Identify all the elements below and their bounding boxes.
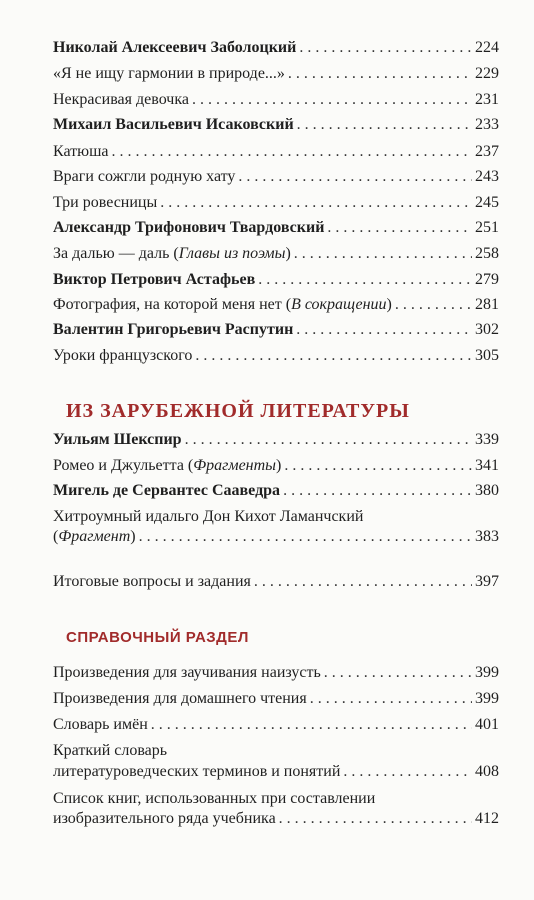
- entry-title: Фотография, на которой меня нет (В сокращении): [53, 296, 392, 313]
- entry-title: Ромео и Джульетта (Фрагменты): [53, 457, 282, 474]
- toc-entry: [53, 762, 499, 782]
- entry-title: Николай Алексеевич Заболоцкий: [53, 39, 297, 56]
- toc-entry: [53, 167, 499, 187]
- leader-dots: [160, 193, 472, 213]
- entry-page: 233: [475, 116, 499, 133]
- entry-title-line1: Список книг, использованных при составлении: [53, 790, 376, 807]
- entry-title: Виктор Петрович Астафьев: [53, 271, 256, 288]
- entry-page: 341: [475, 457, 499, 474]
- leader-dots: [139, 527, 472, 547]
- leader-dots: [310, 689, 472, 709]
- toc-entry: [53, 715, 499, 735]
- toc-entry: [53, 142, 499, 162]
- entry-title: Словарь имён: [53, 716, 148, 733]
- leader-dots: [395, 295, 472, 315]
- entry-title: Александр Трифонович Твардовский: [53, 219, 325, 236]
- entry-title: Валентин Григорьевич Распутин: [53, 321, 294, 338]
- entry-title: «Я не ищу гармонии в природе...»: [53, 65, 285, 82]
- entry-page: 408: [475, 763, 499, 780]
- entry-page: 258: [475, 245, 499, 262]
- entry-page: 380: [475, 482, 499, 499]
- section-heading-foreign: ИЗ ЗАРУБЕЖНОЙ ЛИТЕРАТУРЫ: [66, 400, 410, 422]
- entry-page: 412: [475, 810, 499, 827]
- toc-entry: [53, 527, 499, 547]
- toc-entry: [53, 64, 499, 84]
- leader-dots: [284, 456, 472, 476]
- entry-title: Произведения для заучивания наизусть: [53, 664, 321, 681]
- entry-title: За далью — даль (Главы из поэмы): [53, 245, 291, 262]
- toc-entry: [53, 346, 499, 366]
- entry-page: 399: [475, 690, 499, 707]
- entry-page: 397: [475, 573, 499, 590]
- entry-page: 237: [475, 143, 499, 160]
- toc-entry: [53, 456, 499, 476]
- section-heading-reference: СПРАВОЧНЫЙ РАЗДЕЛ: [66, 629, 249, 646]
- leader-dots: [192, 90, 472, 110]
- leader-dots: [185, 430, 472, 450]
- entry-title-line1: Хитроумный идальго Дон Кихот Ламанчский: [53, 508, 364, 525]
- leader-dots: [258, 270, 472, 290]
- leader-dots: [195, 346, 472, 366]
- entry-title: Произведения для домашнего чтения: [53, 690, 307, 707]
- entry-page: 305: [475, 347, 499, 364]
- entry-page: 339: [475, 431, 499, 448]
- entry-page: 224: [475, 39, 499, 56]
- toc-entry: [53, 572, 499, 592]
- leader-dots: [297, 115, 472, 135]
- entry-page: 401: [475, 716, 499, 733]
- leader-dots: [254, 572, 472, 592]
- toc-entry: [53, 295, 499, 315]
- leader-dots: [343, 762, 472, 782]
- entry-title: Катюша: [53, 143, 109, 160]
- toc-entry: [53, 90, 499, 110]
- leader-dots: [288, 64, 472, 84]
- entry-page: 281: [475, 296, 499, 313]
- toc-entry-author: [53, 481, 499, 501]
- entry-title: Уильям Шекспир: [53, 431, 182, 448]
- leader-dots: [112, 142, 472, 162]
- leader-dots: [327, 218, 472, 238]
- toc-entry-author: [53, 218, 499, 238]
- entry-page: 399: [475, 664, 499, 681]
- leader-dots: [296, 320, 472, 340]
- leader-dots: [299, 38, 472, 58]
- toc-entry-author: [53, 430, 499, 450]
- toc-entry: [53, 244, 499, 264]
- leader-dots: [151, 715, 472, 735]
- entry-title: Уроки французского: [53, 347, 193, 364]
- toc-entry: [53, 663, 499, 683]
- toc-entry-author: [53, 115, 499, 135]
- entry-page: 243: [475, 168, 499, 185]
- leader-dots: [324, 663, 472, 683]
- entry-title: Враги сожгли родную хату: [53, 168, 236, 185]
- toc-entry-author: [53, 320, 499, 340]
- toc-entry-author: [53, 270, 499, 290]
- entry-title: Михаил Васильевич Исаковский: [53, 116, 294, 133]
- leader-dots: [238, 167, 472, 187]
- entry-title-line2: (Фрагмент): [53, 528, 136, 545]
- entry-page: 245: [475, 194, 499, 211]
- leader-dots: [294, 244, 472, 264]
- entry-page: 251: [475, 219, 499, 236]
- entry-title: Итоговые вопросы и задания: [53, 573, 251, 590]
- entry-page: 229: [475, 65, 499, 82]
- toc-entry: [53, 809, 499, 829]
- entry-title: Некрасивая девочка: [53, 91, 189, 108]
- entry-page: 383: [475, 528, 499, 545]
- entry-title-line2: изобразительного ряда учебника: [53, 810, 276, 827]
- toc-entry-author: [53, 38, 499, 58]
- toc-entry: [53, 193, 499, 213]
- entry-page: 231: [475, 91, 499, 108]
- leader-dots: [283, 481, 472, 501]
- entry-page: 302: [475, 321, 499, 338]
- entry-title-line2: литературоведческих терминов и понятий: [53, 763, 341, 780]
- entry-title: Мигель де Сервантес Сааведра: [53, 482, 281, 499]
- entry-title: Три ровесницы: [53, 194, 158, 211]
- entry-title-line1: Краткий словарь: [53, 742, 168, 759]
- toc-entry: [53, 689, 499, 709]
- leader-dots: [279, 809, 472, 829]
- entry-page: 279: [475, 271, 499, 288]
